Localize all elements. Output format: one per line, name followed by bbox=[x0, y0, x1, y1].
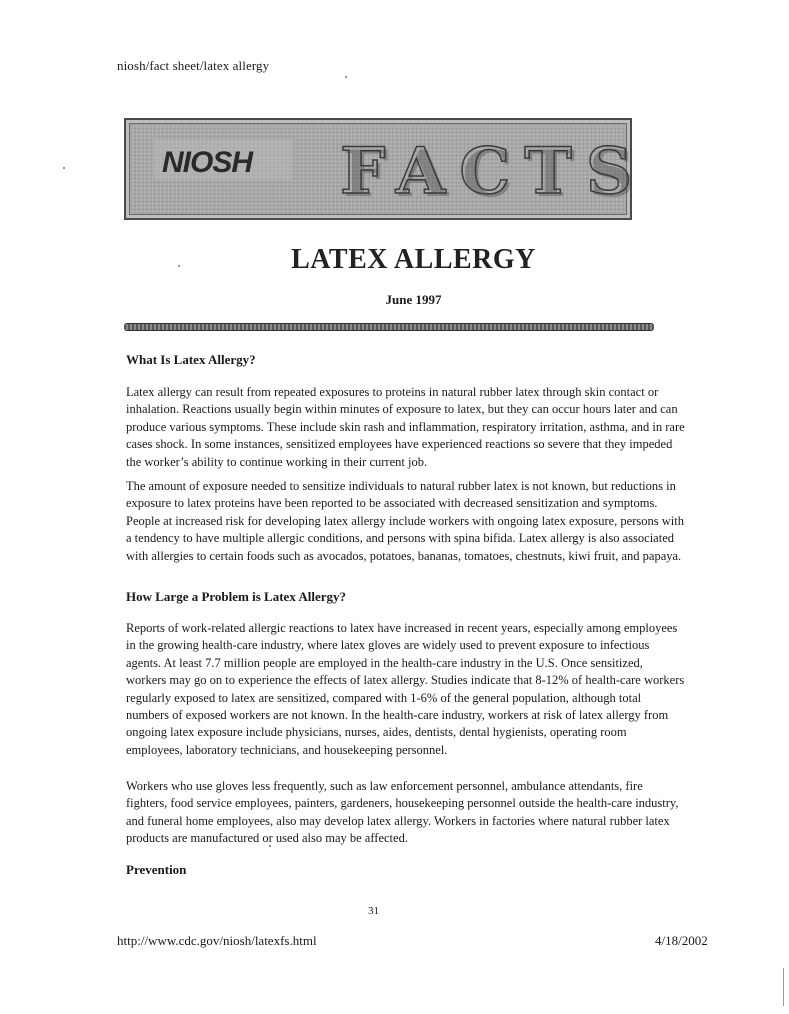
scan-edge-line bbox=[783, 968, 784, 1006]
paragraph-what-is-2: The amount of exposure needed to sensitize individuals to natural rubber latex is not known, but reductions in exposure to latex proteins have been reported to be associated with decreased sensitization and symptoms. People at increased risk for developing latex allergy include workers with ongoing latex exposure, persons with a tendency to have multiple allergic conditions, and persons with spina bifida. Latex allergy is also associated with allergies to certain foods such as avocados, potatoes, bananas, tomatoes, chestnuts, kiwi fruit, and papaya. bbox=[126, 479, 684, 563]
niosh-logo: NIOSH bbox=[162, 146, 253, 179]
paragraph-how-large-2: Workers who use gloves less frequently, such as law enforcement personnel, ambulance attendants, fire fighters, food service employees, painters, gardeners, housekeeping personnel outside the health-care industry, and funeral home employees, also may develop latex allergy. Workers in factories where natural rubber latex products are manufactured or used also may be affected. bbox=[126, 779, 679, 846]
page-number: 31 bbox=[368, 905, 379, 917]
footer-date: 4/18/2002 bbox=[655, 933, 708, 948]
horizontal-rule bbox=[124, 323, 654, 331]
scan-speck bbox=[178, 265, 180, 267]
document-title: LATEX ALLERGY bbox=[291, 244, 536, 275]
document-path-header: niosh/fact sheet/latex allergy bbox=[117, 58, 270, 73]
scan-speck bbox=[269, 845, 271, 847]
section-heading-prevention: Prevention bbox=[126, 862, 187, 877]
niosh-facts-banner bbox=[124, 118, 647, 220]
paragraph-how-large-1: Reports of work-related allergic reactions to latex have increased in recent years, especially among employees in the growing health-care industry, where latex gloves are widely used to prevent exposure to infectious agents. At least 7.7 million people are employed in the health-care industry in the U.S. Once sensitized, workers may go on to experience the effects of latex allergy. Studies indicate that 8-12% of health-care workers regularly exposed to latex are sensitized, compared with 1-6% of the general population, although total numbers of exposed workers are not known. In the health-care industry, workers at risk of latex allergy from ongoing latex exposure include physicians, nurses, aides, dentists, dental hygienists, operating room employees, laboratory technicians, and housekeeping personnel. bbox=[126, 621, 685, 757]
scan-speck bbox=[345, 76, 347, 78]
document-date: June 1997 bbox=[385, 292, 442, 307]
footer-url: http://www.cdc.gov/niosh/latexfs.html bbox=[117, 933, 317, 948]
section-heading-how-large-a-problem: How Large a Problem is Latex Allergy? bbox=[126, 589, 347, 604]
facts-logo: FACTS bbox=[340, 134, 647, 209]
section-heading-what-is-latex-allergy: What Is Latex Allergy? bbox=[126, 352, 256, 367]
scan-speck bbox=[63, 167, 65, 169]
paragraph-what-is-1: Latex allergy can result from repeated exposures to proteins in natural rubber latex through skin contact or inhalation. Reactions usually begin within minutes of exposure to latex, but they can occur hours later and can produce various symptoms. These include skin rash and inflammation, respiratory irritation, asthma, and in rare cases shock. In some instances, sensitized employees have experienced reactions so severe that they impeded the worker’s ability to continue working in their current job. bbox=[126, 385, 685, 469]
